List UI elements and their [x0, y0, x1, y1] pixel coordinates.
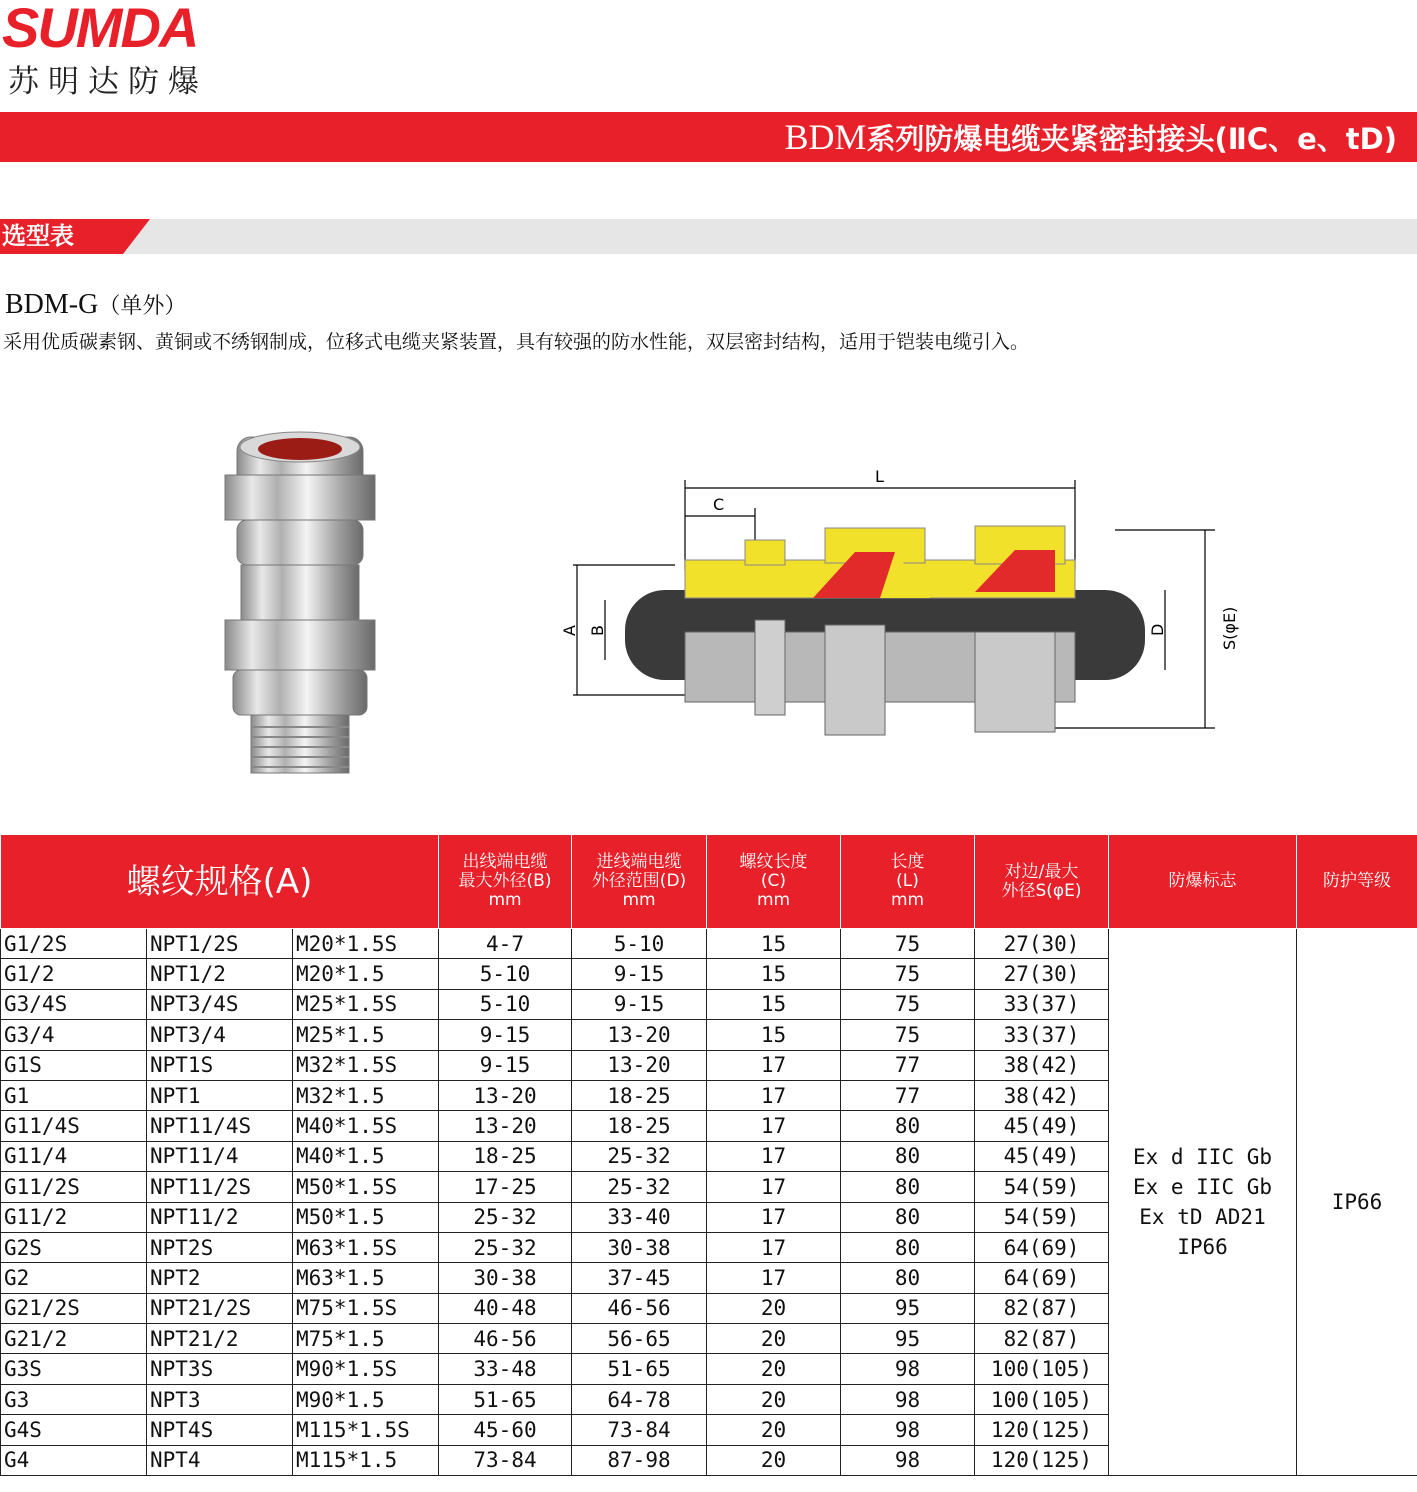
cell-thread-npt: NPT1 [147, 1080, 293, 1110]
cell-thread-metric: M75*1.5S [293, 1293, 439, 1323]
cell-across-flats-s: 33(37) [975, 989, 1109, 1019]
cell-inlet-d: 13-20 [572, 1050, 707, 1080]
cell-length-l: 75 [841, 929, 975, 959]
cell-across-flats-s: 100(105) [975, 1384, 1109, 1414]
cell-thread-metric: M40*1.5S [293, 1111, 439, 1141]
cell-thread-length-c: 20 [707, 1293, 841, 1323]
cell-thread-length-c: 15 [707, 1020, 841, 1050]
cell-thread-g: G4 [1, 1445, 147, 1475]
ex-marking-line: Ex d IIC Gb [1132, 1145, 1273, 1170]
cell-inlet-d: 73-84 [572, 1415, 707, 1445]
cell-thread-metric: M75*1.5 [293, 1324, 439, 1354]
cell-thread-length-c: 17 [707, 1172, 841, 1202]
cell-length-l: 80 [841, 1111, 975, 1141]
table-row [1, 929, 1417, 959]
label-s: S(φE) [1220, 606, 1239, 650]
product-description: 采用优质碳素钢、黄铜或不绣钢制成，位移式电缆夹紧装置，具有较强的防水性能，双层密封结构，适用于铠装电缆引入。 [3, 331, 1030, 353]
title-text: 系列防爆电缆夹紧密封接头(ⅡC、e、tD) [866, 122, 1397, 156]
cell-inlet-d: 37-45 [572, 1263, 707, 1293]
cell-across-flats-s: 33(37) [975, 1020, 1109, 1050]
cell-across-flats-s: 27(30) [975, 929, 1109, 959]
cell-thread-npt: NPT1/2 [147, 959, 293, 989]
label-l: L [875, 467, 884, 486]
cell-outlet-b: 5-10 [439, 989, 572, 1019]
header-length: 长度 (L) mm [841, 835, 975, 929]
cell-inlet-d: 18-25 [572, 1080, 707, 1110]
cell-thread-npt: NPT2 [147, 1263, 293, 1293]
cell-thread-length-c: 15 [707, 959, 841, 989]
header-across-flats: 对边/最大 外径S(φE) [975, 835, 1109, 929]
cell-thread-npt: NPT4S [147, 1415, 293, 1445]
cell-length-l: 98 [841, 1445, 975, 1475]
cell-thread-g: G1 [1, 1080, 147, 1110]
cell-outlet-b: 46-56 [439, 1324, 572, 1354]
cell-inlet-d: 18-25 [572, 1111, 707, 1141]
header-ip-rating: 防护等级 [1297, 835, 1417, 929]
section-header-bar [0, 219, 1417, 254]
cell-thread-g: G11/2S [1, 1172, 147, 1202]
cell-across-flats-s: 38(42) [975, 1050, 1109, 1080]
brand-logo [2, 2, 208, 101]
cell-across-flats-s: 120(125) [975, 1415, 1109, 1445]
cell-thread-g: G3 [1, 1384, 147, 1414]
cell-thread-length-c: 20 [707, 1324, 841, 1354]
page-title [784, 112, 1397, 162]
cell-thread-metric: M50*1.5S [293, 1172, 439, 1202]
cell-inlet-d: 13-20 [572, 1020, 707, 1050]
cell-thread-length-c: 17 [707, 1263, 841, 1293]
cell-thread-g: G3S [1, 1354, 147, 1384]
cell-outlet-b: 40-48 [439, 1293, 572, 1323]
model-code: BDM-G [5, 289, 99, 320]
cell-thread-metric: M50*1.5 [293, 1202, 439, 1232]
cell-inlet-d: 9-15 [572, 989, 707, 1019]
cell-inlet-d: 87-98 [572, 1445, 707, 1475]
cell-across-flats-s: 120(125) [975, 1445, 1109, 1475]
cell-outlet-b: 5-10 [439, 959, 572, 989]
cell-thread-length-c: 17 [707, 1202, 841, 1232]
cell-thread-length-c: 17 [707, 1232, 841, 1262]
title-banner [0, 112, 1417, 162]
logo-wordmark: SUMDA [2, 0, 198, 59]
cell-thread-g: G1/2S [1, 929, 147, 959]
cell-thread-length-c: 20 [707, 1384, 841, 1414]
cell-outlet-b: 25-32 [439, 1232, 572, 1262]
cell-inlet-d: 56-65 [572, 1324, 707, 1354]
cell-thread-metric: M20*1.5S [293, 929, 439, 959]
header-thread-spec: 螺纹规格(A) [1, 835, 439, 929]
cell-thread-metric: M20*1.5 [293, 959, 439, 989]
cell-inlet-d: 30-38 [572, 1232, 707, 1262]
title-prefix: BDM [784, 117, 867, 157]
cell-across-flats-s: 54(59) [975, 1202, 1109, 1232]
table-header-row [1, 835, 1417, 929]
cell-across-flats-s: 100(105) [975, 1354, 1109, 1384]
header-outlet-cable-max-od: 出线端电缆 最大外径(B) mm [439, 835, 572, 929]
cell-thread-length-c: 17 [707, 1080, 841, 1110]
cell-length-l: 77 [841, 1080, 975, 1110]
cell-inlet-d: 64-78 [572, 1384, 707, 1414]
cell-thread-length-c: 17 [707, 1141, 841, 1171]
cell-thread-length-c: 15 [707, 989, 841, 1019]
cell-outlet-b: 33-48 [439, 1354, 572, 1384]
cell-length-l: 80 [841, 1202, 975, 1232]
label-c: C [713, 495, 725, 514]
cell-outlet-b: 51-65 [439, 1384, 572, 1414]
cell-outlet-b: 13-20 [439, 1111, 572, 1141]
cell-thread-npt: NPT11/2S [147, 1172, 293, 1202]
cell-thread-npt: NPT4 [147, 1445, 293, 1475]
cell-inlet-d: 5-10 [572, 929, 707, 959]
cell-length-l: 77 [841, 1050, 975, 1080]
cell-outlet-b: 45-60 [439, 1415, 572, 1445]
cell-length-l: 80 [841, 1232, 975, 1262]
cell-thread-length-c: 15 [707, 929, 841, 959]
header-thread-length: 螺纹长度 (C) mm [707, 835, 841, 929]
cell-thread-metric: M25*1.5 [293, 1020, 439, 1050]
cell-thread-metric: M63*1.5S [293, 1232, 439, 1262]
cell-inlet-d: 9-15 [572, 959, 707, 989]
cell-thread-metric: M32*1.5 [293, 1080, 439, 1110]
cell-length-l: 98 [841, 1354, 975, 1384]
cell-thread-npt: NPT1/2S [147, 929, 293, 959]
cell-thread-npt: NPT21/2 [147, 1324, 293, 1354]
cell-outlet-b: 25-32 [439, 1202, 572, 1232]
ex-marking-line: IP66 [1177, 1235, 1228, 1260]
cell-inlet-d: 25-32 [572, 1172, 707, 1202]
cell-thread-npt: NPT21/2S [147, 1293, 293, 1323]
section-label: 选型表 [2, 222, 74, 250]
cell-outlet-b: 30-38 [439, 1263, 572, 1293]
cell-outlet-b: 13-20 [439, 1080, 572, 1110]
cell-thread-metric: M63*1.5 [293, 1263, 439, 1293]
ex-marking-line: Ex e IIC Gb [1132, 1175, 1273, 1200]
cell-thread-g: G2S [1, 1232, 147, 1262]
cell-length-l: 95 [841, 1293, 975, 1323]
cell-thread-npt: NPT11/2 [147, 1202, 293, 1232]
cell-outlet-b: 17-25 [439, 1172, 572, 1202]
cell-thread-npt: NPT2S [147, 1232, 293, 1262]
label-a: A [560, 625, 579, 636]
cell-across-flats-s: 64(69) [975, 1232, 1109, 1262]
cell-thread-g: G1/2 [1, 959, 147, 989]
selection-table [0, 834, 1417, 1476]
cell-thread-length-c: 20 [707, 1445, 841, 1475]
product-photo [215, 425, 385, 780]
cell-thread-npt: NPT11/4S [147, 1111, 293, 1141]
cell-thread-metric: M115*1.5 [293, 1445, 439, 1475]
cell-length-l: 95 [841, 1324, 975, 1354]
cell-thread-metric: M90*1.5 [293, 1384, 439, 1414]
cell-thread-g: G21/2S [1, 1293, 147, 1323]
cell-thread-g: G4S [1, 1415, 147, 1445]
cell-thread-g: G11/4S [1, 1111, 147, 1141]
model-type: （单外） [98, 294, 187, 319]
cell-inlet-d: 51-65 [572, 1354, 707, 1384]
cell-outlet-b: 18-25 [439, 1141, 572, 1171]
cell-thread-g: G3/4S [1, 989, 147, 1019]
cell-length-l: 80 [841, 1263, 975, 1293]
label-b: B [588, 625, 607, 636]
cell-inlet-d: 46-56 [572, 1293, 707, 1323]
cell-across-flats-s: 45(49) [975, 1141, 1109, 1171]
header-inlet-cable-od-range: 进线端电缆 外径范围(D) mm [572, 835, 707, 929]
cell-across-flats-s: 82(87) [975, 1293, 1109, 1323]
cell-thread-metric: M115*1.5S [293, 1415, 439, 1445]
model-heading [5, 289, 186, 321]
logo-chinese-name: 苏明达防爆 [8, 64, 208, 100]
cell-across-flats-s: 45(49) [975, 1111, 1109, 1141]
cell-thread-npt: NPT3/4S [147, 989, 293, 1019]
cell-thread-g: G1S [1, 1050, 147, 1080]
cell-thread-metric: M32*1.5S [293, 1050, 439, 1080]
cell-thread-metric: M25*1.5S [293, 989, 439, 1019]
cell-thread-npt: NPT3 [147, 1384, 293, 1414]
cell-ex-marking [1109, 929, 1297, 1476]
cell-across-flats-s: 38(42) [975, 1080, 1109, 1110]
cell-inlet-d: 25-32 [572, 1141, 707, 1171]
cell-thread-g: G11/2 [1, 1202, 147, 1232]
cell-across-flats-s: 27(30) [975, 959, 1109, 989]
cell-thread-g: G2 [1, 1263, 147, 1293]
cell-length-l: 80 [841, 1141, 975, 1171]
cell-length-l: 75 [841, 1020, 975, 1050]
dimension-drawing [555, 460, 1245, 750]
cell-length-l: 75 [841, 959, 975, 989]
cell-length-l: 80 [841, 1172, 975, 1202]
ex-marking-line: Ex tD AD21 [1139, 1205, 1266, 1230]
cell-thread-length-c: 20 [707, 1354, 841, 1384]
cell-thread-length-c: 20 [707, 1415, 841, 1445]
cell-thread-npt: NPT3/4 [147, 1020, 293, 1050]
label-d: D [1148, 623, 1167, 636]
cell-thread-length-c: 17 [707, 1111, 841, 1141]
cell-thread-npt: NPT11/4 [147, 1141, 293, 1171]
cell-inlet-d: 33-40 [572, 1202, 707, 1232]
cell-thread-length-c: 17 [707, 1050, 841, 1080]
cell-outlet-b: 73-84 [439, 1445, 572, 1475]
cell-length-l: 98 [841, 1415, 975, 1445]
cell-thread-g: G11/4 [1, 1141, 147, 1171]
cell-thread-npt: NPT3S [147, 1354, 293, 1384]
cell-thread-g: G3/4 [1, 1020, 147, 1050]
cell-ip-rating: IP66 [1297, 929, 1417, 1476]
cell-across-flats-s: 54(59) [975, 1172, 1109, 1202]
cell-outlet-b: 9-15 [439, 1020, 572, 1050]
cell-thread-g: G21/2 [1, 1324, 147, 1354]
cell-thread-metric: M40*1.5 [293, 1141, 439, 1171]
cell-thread-metric: M90*1.5S [293, 1354, 439, 1384]
cell-length-l: 98 [841, 1384, 975, 1414]
cell-thread-npt: NPT1S [147, 1050, 293, 1080]
cell-outlet-b: 4-7 [439, 929, 572, 959]
cell-across-flats-s: 64(69) [975, 1263, 1109, 1293]
cell-outlet-b: 9-15 [439, 1050, 572, 1080]
cell-across-flats-s: 82(87) [975, 1324, 1109, 1354]
header-ex-marking: 防爆标志 [1109, 835, 1297, 929]
cell-length-l: 75 [841, 989, 975, 1019]
